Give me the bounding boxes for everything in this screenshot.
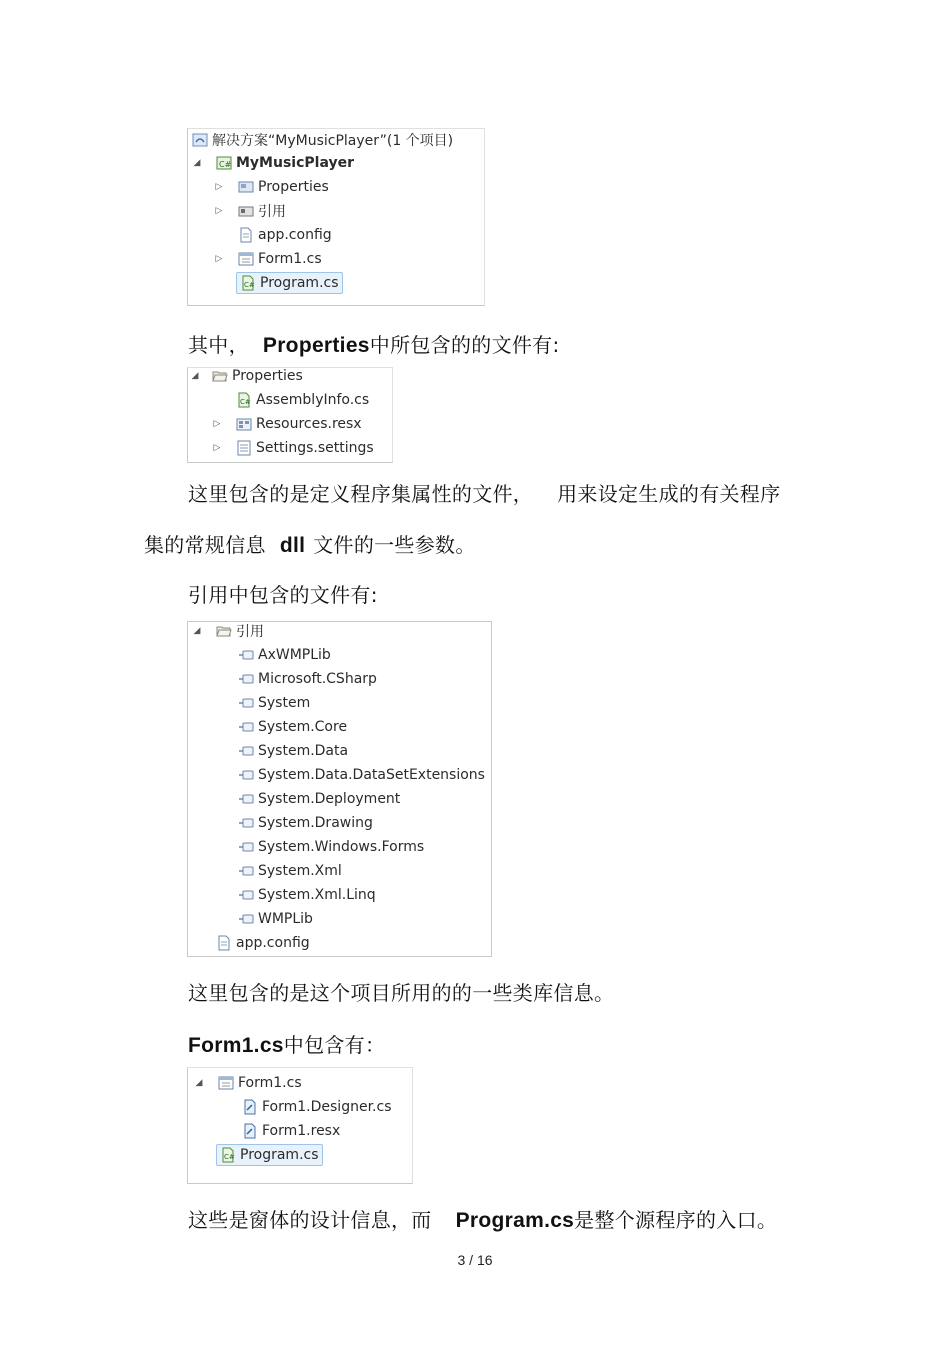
tree-root-properties[interactable] [212, 365, 303, 387]
tree-item-form1-designer[interactable] [242, 1096, 392, 1118]
page-number: 3 / 16 [457, 1252, 493, 1268]
collapse-triangle-icon[interactable]: ◢ [193, 626, 201, 636]
solution-node[interactable] [192, 129, 453, 151]
tree-item-app-config[interactable] [216, 932, 310, 954]
reference-item[interactable] [238, 812, 373, 834]
folder-open-icon [216, 623, 232, 639]
item-label: Form1.cs [258, 251, 322, 267]
resx-file-icon [242, 1123, 258, 1139]
svg-text:C#: C# [244, 281, 255, 289]
paragraph-properties-desc-line2: 集的常规信息 dll 文件的一些参数。 [144, 533, 476, 557]
assembly-reference-icon [238, 791, 254, 807]
tree-root-form1[interactable] [218, 1072, 302, 1094]
tree-item-program[interactable] [216, 1144, 323, 1166]
tree-item-assemblyinfo[interactable] [236, 389, 369, 411]
solution-label: 解决方案“MyMusicPlayer”(1 个项目) [212, 133, 454, 149]
reference-item[interactable] [238, 740, 348, 762]
assembly-reference-icon [238, 695, 254, 711]
item-label: System [258, 695, 311, 711]
item-label: Program.cs [260, 275, 339, 291]
item-label: System.Core [258, 719, 348, 735]
reference-item[interactable] [238, 836, 424, 858]
item-label: Properties [232, 368, 303, 384]
item-label: System.Data [258, 743, 349, 759]
designer-file-icon [242, 1099, 258, 1115]
paragraph-properties-desc-line1: 这里包含的是定义程序集属性的文件， 用来设定生成的有关程序 [188, 482, 781, 506]
item-label: System.Drawing [258, 815, 373, 831]
expand-triangle-icon[interactable]: ▷ [215, 182, 223, 192]
references-icon [238, 203, 254, 219]
assembly-reference-icon [238, 719, 254, 735]
solution-icon [192, 132, 208, 148]
assembly-reference-icon [238, 671, 254, 687]
assembly-reference-icon [238, 815, 254, 831]
svg-text:C#: C# [240, 398, 251, 406]
item-label: app.config [236, 935, 310, 951]
item-label: Form1.Designer.cs [262, 1099, 392, 1115]
paragraph-properties-intro: 其中， Properties中所包含的的文件有: [188, 333, 560, 357]
item-label: Microsoft.CSharp [258, 671, 377, 687]
references-tree-screenshot [187, 621, 492, 957]
tree-item-properties[interactable] [238, 176, 329, 198]
reference-item[interactable] [238, 644, 331, 666]
properties-icon [238, 179, 254, 195]
properties-tree-screenshot [187, 367, 393, 463]
item-label: System.Xml [258, 863, 342, 879]
item-label: System.Data.DataSetExtensions [258, 767, 485, 783]
svg-text:C#: C# [219, 160, 232, 169]
form-icon [218, 1075, 234, 1091]
tree-item-form1-resx[interactable] [242, 1120, 340, 1142]
paragraph-form1-desc: 这些是窗体的设计信息，而 Program.cs是整个源程序的入口。 [188, 1208, 778, 1232]
csharp-file-icon [220, 1147, 236, 1163]
paragraph-references-intro: 引用中包含的文件有: [188, 583, 378, 607]
collapse-triangle-icon[interactable]: ◢ [191, 371, 199, 381]
item-label: Settings.settings [256, 440, 374, 456]
reference-item[interactable] [238, 764, 485, 786]
paragraph-references-desc: 这里包含的是这个项目所用的的一些类库信息。 [188, 981, 615, 1005]
assembly-reference-icon [238, 647, 254, 663]
expand-triangle-icon[interactable]: ▷ [213, 419, 221, 429]
item-label: System.Deployment [258, 791, 401, 807]
item-label: Properties [258, 179, 329, 195]
svg-text:C#: C# [224, 1153, 235, 1161]
item-label: Resources.resx [256, 416, 362, 432]
item-label: Form1.resx [262, 1123, 341, 1139]
item-label: Form1.cs [238, 1075, 302, 1091]
project-label: MyMusicPlayer [236, 155, 354, 171]
tree-item-references[interactable] [238, 200, 286, 222]
item-label: System.Xml.Linq [258, 887, 376, 903]
item-label: Program.cs [240, 1147, 319, 1163]
assembly-reference-icon [238, 767, 254, 783]
collapse-triangle-icon[interactable]: ◢ [193, 158, 201, 168]
assembly-reference-icon [238, 839, 254, 855]
assembly-reference-icon [238, 887, 254, 903]
item-label: WMPLib [258, 911, 313, 927]
item-label: 引用 [236, 624, 264, 640]
reference-item[interactable] [238, 860, 342, 882]
csharp-file-icon [240, 275, 256, 291]
item-label: System.Windows.Forms [258, 839, 425, 855]
reference-item[interactable] [238, 716, 347, 738]
reference-item[interactable] [238, 668, 377, 690]
expand-triangle-icon[interactable]: ▷ [215, 206, 223, 216]
assembly-reference-icon [238, 911, 254, 927]
tree-item-program[interactable] [236, 272, 343, 294]
folder-open-icon [212, 368, 228, 384]
settings-file-icon [236, 440, 252, 456]
item-label: AssemblyInfo.cs [256, 392, 370, 408]
form-icon [238, 251, 254, 267]
solution-explorer-screenshot [187, 128, 485, 306]
config-file-icon [238, 227, 254, 243]
item-label: 引用 [258, 204, 286, 220]
reference-item[interactable] [238, 908, 313, 930]
reference-item[interactable] [238, 788, 400, 810]
resources-file-icon [236, 416, 252, 432]
tree-root-references[interactable] [216, 620, 264, 642]
tree-item-settings[interactable] [236, 437, 374, 459]
item-label: AxWMPLib [258, 647, 331, 663]
tree-item-form1[interactable] [238, 248, 322, 270]
csharp-file-icon [236, 392, 252, 408]
form1-tree-screenshot [187, 1067, 413, 1184]
assembly-reference-icon [238, 863, 254, 879]
assembly-reference-icon [238, 743, 254, 759]
reference-item[interactable] [238, 884, 376, 906]
reference-item[interactable] [238, 692, 310, 714]
config-file-icon [216, 935, 232, 951]
expand-triangle-icon[interactable]: ▷ [213, 443, 221, 453]
paragraph-form1-intro: Form1.cs中包含有： [188, 1033, 386, 1057]
item-label: app.config [258, 227, 332, 243]
tree-item-app-config[interactable] [238, 224, 332, 246]
project-node[interactable] [216, 152, 354, 174]
csharp-project-icon [216, 155, 232, 171]
collapse-triangle-icon[interactable]: ◢ [195, 1078, 203, 1088]
tree-item-resources[interactable] [236, 413, 362, 435]
expand-triangle-icon[interactable]: ▷ [215, 254, 223, 264]
